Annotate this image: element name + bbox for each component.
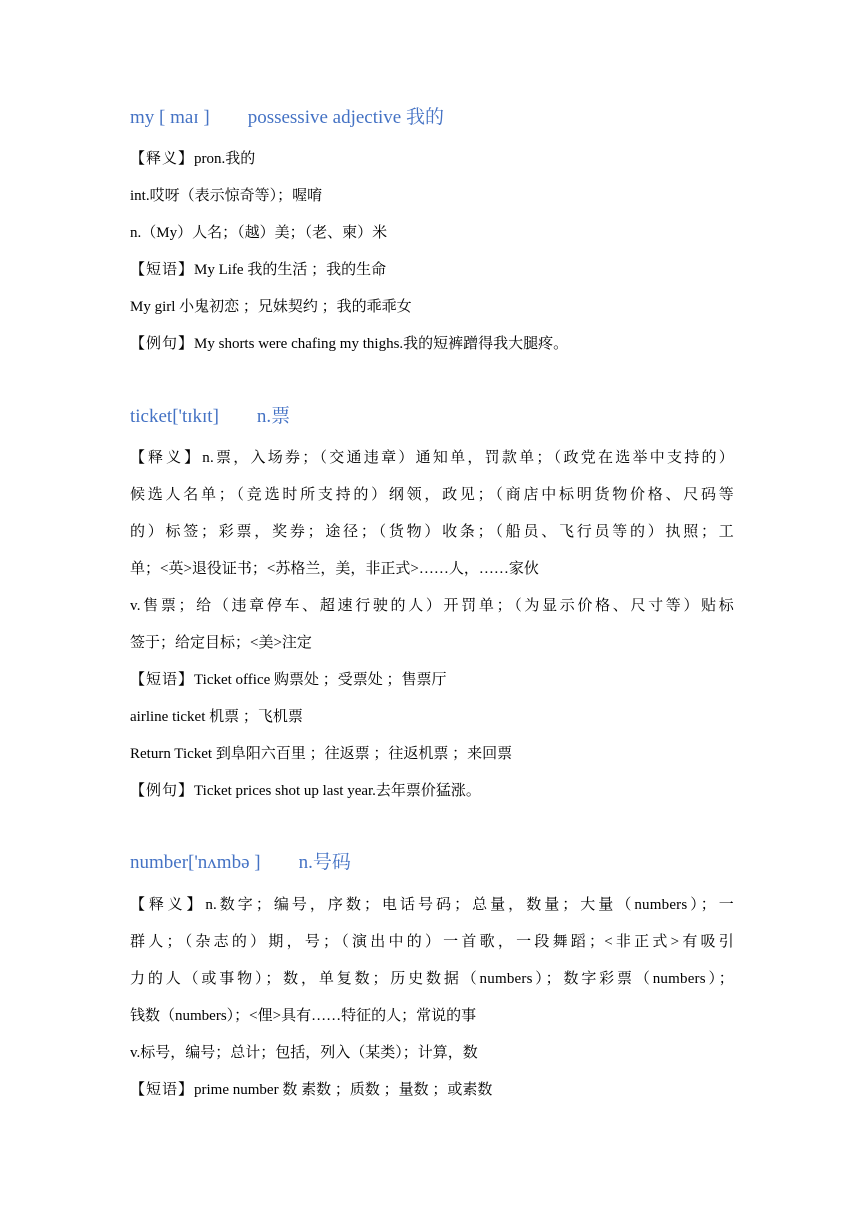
definition-line: 【释义】n.数字；编号，序数；电话号码；总量，数量；大量（numbers）；一 bbox=[130, 897, 734, 913]
phrase-line: 【短语】My Life 我的生活 ；我的生命 bbox=[130, 262, 387, 278]
definition-tag: 【释义】 bbox=[130, 151, 195, 167]
definition-line: v.售票；给（违章停车、超速行驶的人）开罚单；（为显示价格、尺寸等）贴标 bbox=[130, 598, 734, 614]
headword: number['nʌmbə ] bbox=[130, 852, 261, 873]
phrase-line: airline ticket 机票 ；飞机票 bbox=[130, 709, 303, 725]
definition-tag: 【释义】 bbox=[130, 450, 203, 466]
definition-line: 的）标签；彩票，奖券；途径；（货物）收条；（船员、飞行员等的）执照；工 bbox=[130, 524, 734, 540]
definition-line: 单；<英>退役证书；<苏格兰，美，非正式>……人，……家伙 bbox=[130, 561, 539, 577]
example-tag: 【例句】 bbox=[130, 783, 195, 799]
definition-line: 钱数（numbers）；<俚>具有……特征的人；常说的事 bbox=[130, 1008, 477, 1024]
definition-line: 群人；（杂志的）期，号；（演出中的）一首歌，一段舞蹈；<非正式>有吸引 bbox=[130, 934, 734, 950]
definition-line: 【释义】n.票，入场券；（交通违章）通知单，罚款单；（政党在选举中支持的） bbox=[130, 450, 734, 466]
phrase-tag: 【短语】 bbox=[130, 1082, 195, 1098]
phrase-tag: 【短语】 bbox=[130, 262, 195, 278]
headword: ticket['tɪkɪt] bbox=[130, 406, 219, 427]
phrase-line: 【短语】prime number 数 素数 ；质数 ；量数 ；或素数 bbox=[130, 1082, 493, 1098]
definition-line: 签于；给定目标；<美>注定 bbox=[130, 635, 312, 651]
entry-heading bbox=[130, 851, 351, 875]
part-of-speech: n.号码 bbox=[298, 852, 351, 873]
definition-line: 候选人名单；（竞选时所支持的）纲领，政见；（商店中标明货物价格、尺码等 bbox=[130, 487, 734, 503]
definition-line: v.标号，编号；总计；包括，列入（某类）；计算，数 bbox=[130, 1045, 478, 1061]
entry-heading bbox=[130, 405, 290, 429]
phrase-line: 【短语】Ticket office 购票处 ；受票处 ；售票厅 bbox=[130, 672, 447, 688]
definition-line: n.（My）人名；（越）美；（老、柬）米 bbox=[130, 225, 388, 241]
definition-line: 【释义】pron.我的 bbox=[130, 151, 256, 167]
entry-heading bbox=[130, 106, 444, 130]
headword: my [ maɪ ] bbox=[130, 107, 210, 128]
phrase-tag: 【短语】 bbox=[130, 672, 195, 688]
definition-line: int.哎呀（表示惊奇等）；喔唷 bbox=[130, 188, 323, 204]
phrase-line: My girl 小鬼初恋 ；兄妹契约 ；我的乖乖女 bbox=[130, 299, 412, 315]
example-tag: 【例句】 bbox=[130, 336, 195, 352]
definition-line: 力的人（或事物）；数，单复数；历史数据（numbers）；数字彩票（numbers）； bbox=[130, 971, 734, 987]
definition-tag: 【释义】 bbox=[130, 897, 206, 913]
part-of-speech: possessive adjective 我的 bbox=[247, 107, 444, 128]
example-line: 【例句】Ticket prices shot up last year.去年票价猛涨。 bbox=[130, 783, 481, 799]
part-of-speech: n.票 bbox=[256, 406, 291, 427]
phrase-line: Return Ticket 到阜阳六百里 ；往返票 ；往返机票 ；来回票 bbox=[130, 746, 513, 762]
example-line: 【例句】My shorts were chafing my thighs.我的短裤蹭得我大腿疼。 bbox=[130, 336, 569, 352]
